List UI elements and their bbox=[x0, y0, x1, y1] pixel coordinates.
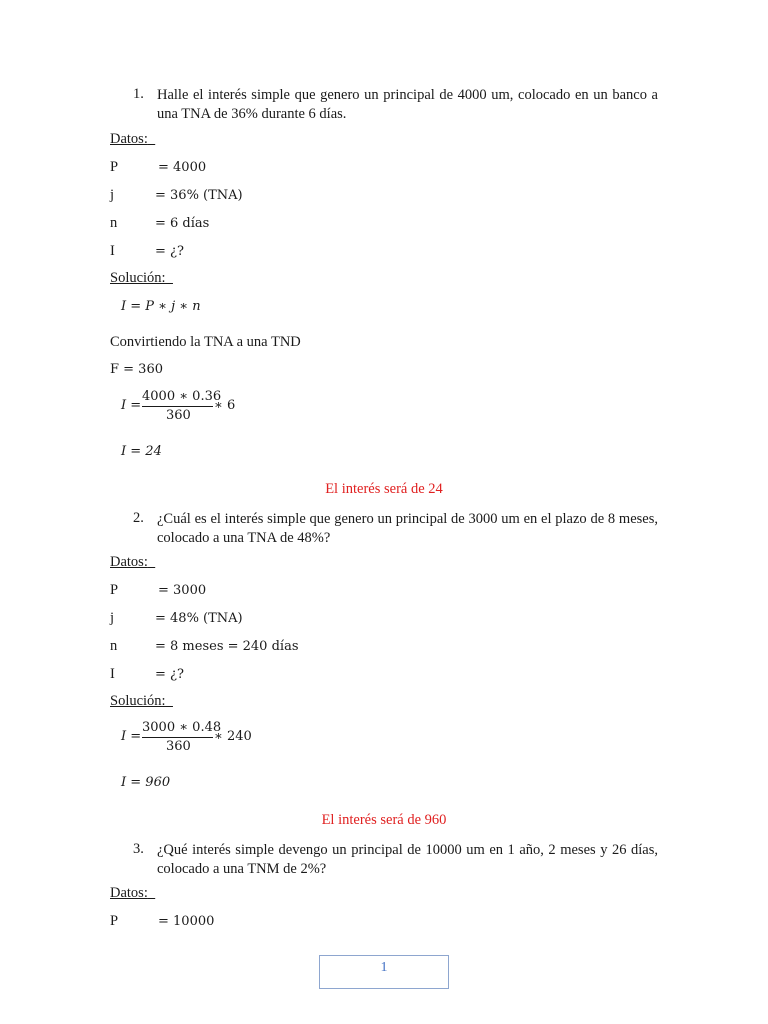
var-value: = 4000 bbox=[158, 160, 207, 175]
solucion-label: Solución: bbox=[110, 270, 166, 286]
var-value: = 10000 bbox=[158, 914, 215, 929]
var-value: = 6 días bbox=[155, 216, 210, 231]
result: I = 24 bbox=[121, 444, 162, 459]
datos-label: Datos: bbox=[110, 554, 148, 570]
problem-number: 3. bbox=[133, 841, 144, 857]
problem-text: Halle el interés simple que genero un principal de 4000 um, colocado en un banco a una TNA de 36% durante 6 días. bbox=[157, 87, 658, 122]
calc-tail: ∗ 240 bbox=[214, 729, 252, 744]
var-value: = ¿? bbox=[155, 667, 184, 682]
var-name: n bbox=[110, 638, 118, 654]
problem-text: ¿Cuál es el interés simple que genero un principal de 3000 um en el plazo de 8 meses, colocado a una TNA de 48%? bbox=[157, 511, 658, 546]
fraction bbox=[142, 720, 222, 756]
var-name: P bbox=[110, 582, 119, 598]
page-number-box bbox=[319, 955, 449, 989]
fraction bbox=[142, 389, 222, 425]
var-value: = 48% (TNA) bbox=[155, 611, 243, 626]
fraction-denominator: 360 bbox=[166, 739, 191, 754]
var-value: = 8 meses = 240 días bbox=[155, 639, 299, 654]
solucion-label: Solución: bbox=[110, 693, 166, 709]
convert-text: Convirtiendo la TNA a una TND bbox=[110, 334, 301, 350]
var-name: n bbox=[110, 215, 118, 231]
var-name: j bbox=[110, 187, 115, 203]
var-value: = ¿? bbox=[155, 244, 184, 259]
fraction-numerator: 3000 ∗ 0.48 bbox=[142, 720, 222, 735]
fraction-bar bbox=[142, 406, 213, 407]
fraction-bar bbox=[142, 737, 213, 738]
fraction-numerator: 4000 ∗ 0.36 bbox=[142, 389, 222, 404]
var-name: I bbox=[110, 666, 115, 682]
f-line: F = 360 bbox=[110, 362, 163, 377]
conclusion: El interés será de 24 bbox=[325, 481, 443, 497]
var-value: = 36% (TNA) bbox=[155, 188, 243, 203]
problem-number: 1. bbox=[133, 86, 144, 102]
page-number: 1 bbox=[380, 960, 388, 975]
formula: I = P ∗ j ∗ n bbox=[121, 299, 201, 314]
var-name: P bbox=[110, 159, 119, 175]
fraction-denominator: 360 bbox=[166, 408, 191, 423]
datos-label: Datos: bbox=[110, 885, 148, 901]
var-value: = 3000 bbox=[158, 583, 207, 598]
problem-number: 2. bbox=[133, 510, 144, 526]
calc-lhs: I = bbox=[121, 729, 142, 744]
datos-label: Datos: bbox=[110, 131, 148, 147]
var-name: I bbox=[110, 243, 115, 259]
var-name: j bbox=[110, 610, 115, 626]
calc-lhs: I = bbox=[121, 398, 142, 413]
result: I = 960 bbox=[121, 775, 171, 790]
conclusion: El interés será de 960 bbox=[321, 812, 447, 828]
var-name: P bbox=[110, 913, 119, 929]
problem-text: ¿Qué interés simple devengo un principal de 10000 um en 1 año, 2 meses y 26 días, colocado a una TNM de 2%? bbox=[157, 842, 658, 877]
calc-tail: ∗ 6 bbox=[214, 398, 236, 413]
